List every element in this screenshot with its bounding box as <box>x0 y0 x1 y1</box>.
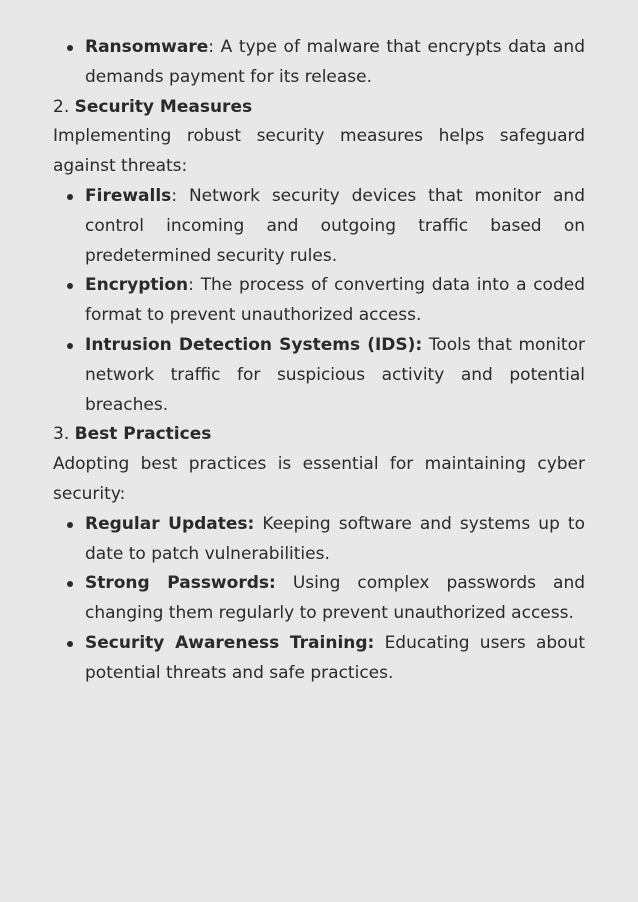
term-separator <box>422 335 429 355</box>
bullet-dot-icon <box>67 522 73 528</box>
threat-list <box>53 33 585 93</box>
list-item <box>85 331 585 420</box>
term-separator: : <box>188 275 201 296</box>
list-item <box>85 569 585 629</box>
term-separator <box>276 573 293 593</box>
term-description: Educating users about potential threats and safe practices. <box>85 632 585 683</box>
section-heading-security-measures <box>53 93 585 123</box>
list-item <box>85 271 585 331</box>
term-label: Intrusion Detection Systems (IDS): <box>85 334 423 355</box>
bullet-dot-icon <box>67 45 73 51</box>
list-item <box>85 33 585 93</box>
document-page <box>53 33 585 689</box>
section-title: Security Measures <box>74 96 253 117</box>
section-intro: Adopting best practices is essential for maintaining cyber security: <box>53 454 585 504</box>
bullet-dot-icon <box>67 581 73 587</box>
list-item <box>85 182 585 271</box>
term-description: Network security devices that monitor and control incoming and outgoing traffic based on predetermined security rules. <box>85 185 585 266</box>
term-separator: : <box>208 37 221 57</box>
term-label: Ransomware <box>85 37 209 57</box>
term-description: Tools that monitor network traffic for suspicious activity and potential breaches. <box>85 334 585 415</box>
bullet-dot-icon <box>67 641 73 647</box>
section-number: 2. <box>53 96 75 117</box>
term-description: The process of converting data into a coded format to prevent unauthorized access. <box>85 275 585 326</box>
bullet-dot-icon <box>67 343 73 349</box>
term-label: Security Awareness Training: <box>85 632 375 653</box>
section-heading-best-practices <box>53 420 585 450</box>
term-description: Using complex passwords and changing them regularly to prevent unauthorized access. <box>85 573 586 624</box>
term-description: Keeping software and systems up to date to patch vulnerabilities. <box>85 513 585 564</box>
best-practices-list <box>53 510 585 689</box>
security-measures-list <box>53 182 585 420</box>
term-label: Strong Passwords: <box>85 573 276 594</box>
list-item <box>85 510 585 570</box>
term-label: Encryption <box>85 275 189 296</box>
term-separator <box>374 633 384 653</box>
bullet-dot-icon <box>67 194 73 200</box>
list-item <box>85 629 585 689</box>
section-intro: Implementing robust security measures helps safeguard against threats: <box>53 126 585 177</box>
bullet-dot-icon <box>67 283 73 289</box>
section-number: 3. <box>53 424 75 445</box>
term-label: Firewalls <box>85 185 172 206</box>
section-title: Best Practices <box>74 424 212 445</box>
term-separator: : <box>171 185 189 206</box>
term-label: Regular Updates: <box>85 513 255 534</box>
term-description: A type of malware that encrypts data and demands payment for its release. <box>85 37 585 87</box>
